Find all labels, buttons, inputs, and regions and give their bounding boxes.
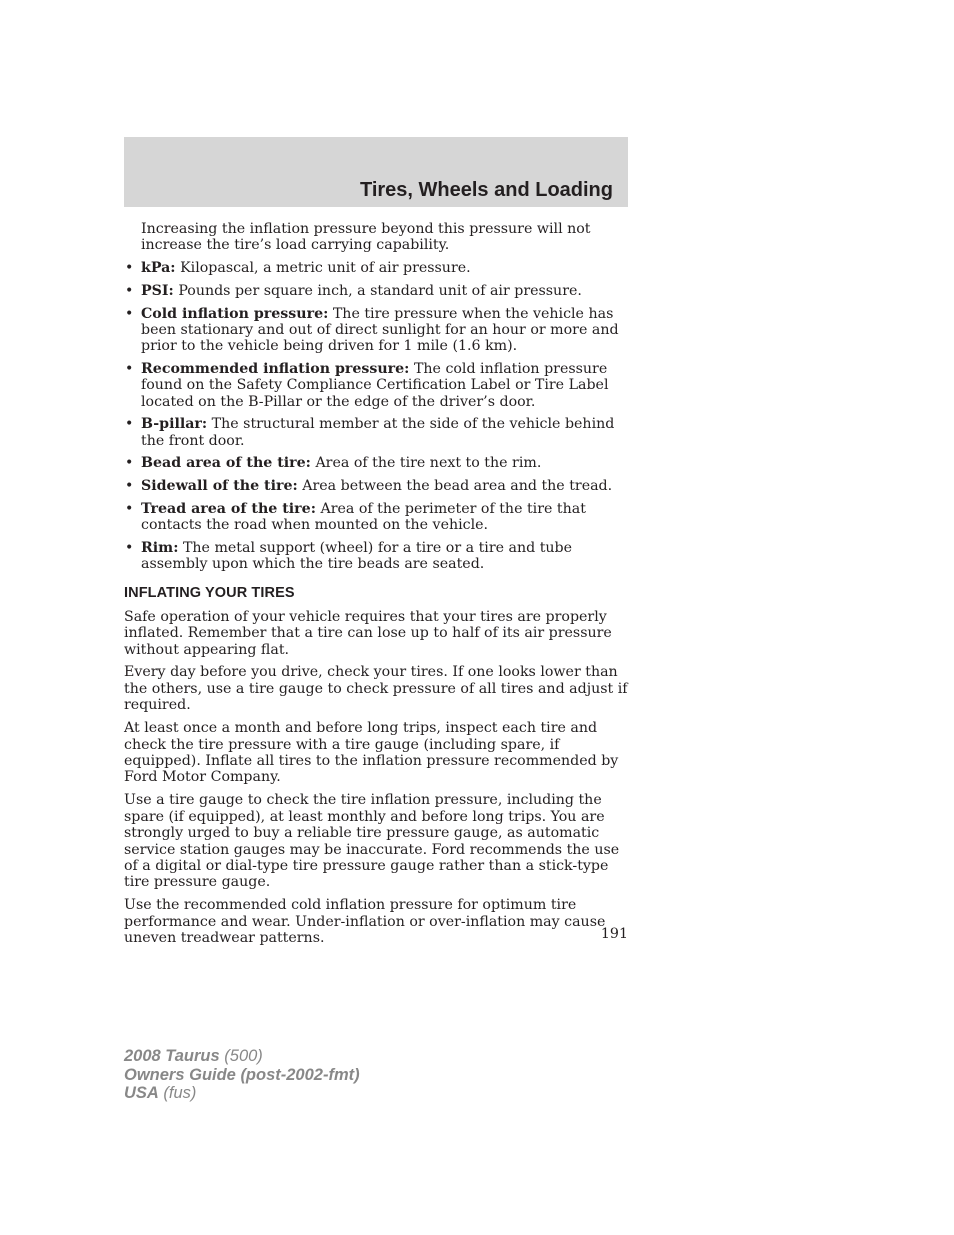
definition-item [124,416,634,449]
bullet-icon: • [125,282,134,299]
definition-item [124,478,634,494]
definition-text: Area between the bead area and the tread. [302,477,613,494]
bullet-icon: • [125,260,134,277]
footer-model-code: (500) [219,1047,263,1065]
footer-guide-name: Owners Guide (post-2002-fmt) [124,1065,360,1084]
body-paragraph: At least once a month and before long trips, inspect each tire and check the tire pressure with a tire gauge (including spare, if equipped). Inflate all tires to the inflation pressure recommended by Ford Motor Company. [124,720,619,786]
definition-text: Area of the tire next to the rim. [315,455,542,472]
footer-line [124,1066,360,1085]
section-title: Tires, Wheels and Loading [359,179,613,201]
definition-item [124,361,634,410]
definition-item [124,260,634,276]
body-paragraph: Use a tire gauge to check the tire inflation pressure, including the spare (if equipped), at least monthly and before long trips. You are strongly urged to buy a reliable tire pressure gauge, as automatic service station gauges may be inaccurate. Ford recommends the use of a digital or dial-type tire pressure gauge rather than a stick-type tire pressure gauge. [124,792,620,891]
definition-text: Pounds per square inch, a standard unit of air pressure. [178,282,582,299]
bullet-icon: • [125,360,134,377]
bullet-icon: • [125,477,134,494]
definition-term: Sidewall of the tire: [141,477,298,494]
body-paragraph: Use the recommended cold inflation pressure for optimum tire performance and wear. Under-inflation or over-inflation may cause uneven treadwear patterns. [124,897,606,947]
definition-text: Kilopascal, a metric unit of air pressure. [180,260,471,277]
definition-item [124,501,634,534]
definition-text: The metal support (wheel) for a tire or a tire and tube assembly upon which the tire beads are seated. [141,539,573,572]
definition-term: Tread area of the tire: [141,500,316,517]
body-paragraph: Every day before you drive, check your tires. If one looks lower than the others, use a tire gauge to check pressure of all tires and adjust if required. [124,664,628,714]
footer-market-code: (fus) [158,1084,197,1102]
section-header-band [124,137,628,207]
definition-text: The structural member at the side of the vehicle behind the front door. [141,416,615,449]
page-number: 191 [600,926,628,942]
bullet-icon: • [125,455,134,472]
document-footer [124,1047,360,1103]
footer-line [124,1047,360,1066]
definition-item [124,455,634,471]
definition-item [124,306,634,355]
definition-term: kPa: [141,260,176,277]
footer-market: USA [124,1084,159,1102]
definition-term: Cold inflation pressure: [141,305,329,322]
definition-term: Recommended inflation pressure: [141,360,410,377]
page-content [124,221,634,953]
definition-list [124,260,634,572]
definition-text: The tire pressure when the vehicle has been stationary and out of direct sunlight for an hour or more and prior to the vehicle being driven for 1 mile (1.6 km). [141,305,619,355]
definition-term: Rim: [141,539,179,556]
definition-item [124,540,634,573]
definition-text: The cold inflation pressure found on the Safety Compliance Certification Label or Tire Label located on the B-Pillar or the edge of the driver’s door. [141,360,609,410]
definition-term: B-pillar: [141,416,208,433]
footer-line [124,1084,360,1103]
bullet-icon: • [125,416,134,433]
footer-model: 2008 Taurus [124,1047,220,1065]
definition-item [124,283,634,299]
bullet-icon: • [125,305,134,322]
definition-text: Area of the perimeter of the tire that contacts the road when mounted on the vehicle. [141,500,586,533]
body-paragraph: Safe operation of your vehicle requires that your tires are properly inflated. Remember that a tire can lose up to half of its air pressure without appearing flat. [124,608,612,658]
bullet-icon: • [125,539,134,556]
subsection-heading: INFLATING YOUR TIRES [124,585,295,602]
definition-term: Bead area of the tire: [141,455,311,472]
bullet-icon: • [125,500,134,517]
definition-term: PSI: [141,282,174,299]
intro-paragraph: Increasing the inflation pressure beyond this pressure will not increase the tire’s load carrying capability. [141,221,591,254]
